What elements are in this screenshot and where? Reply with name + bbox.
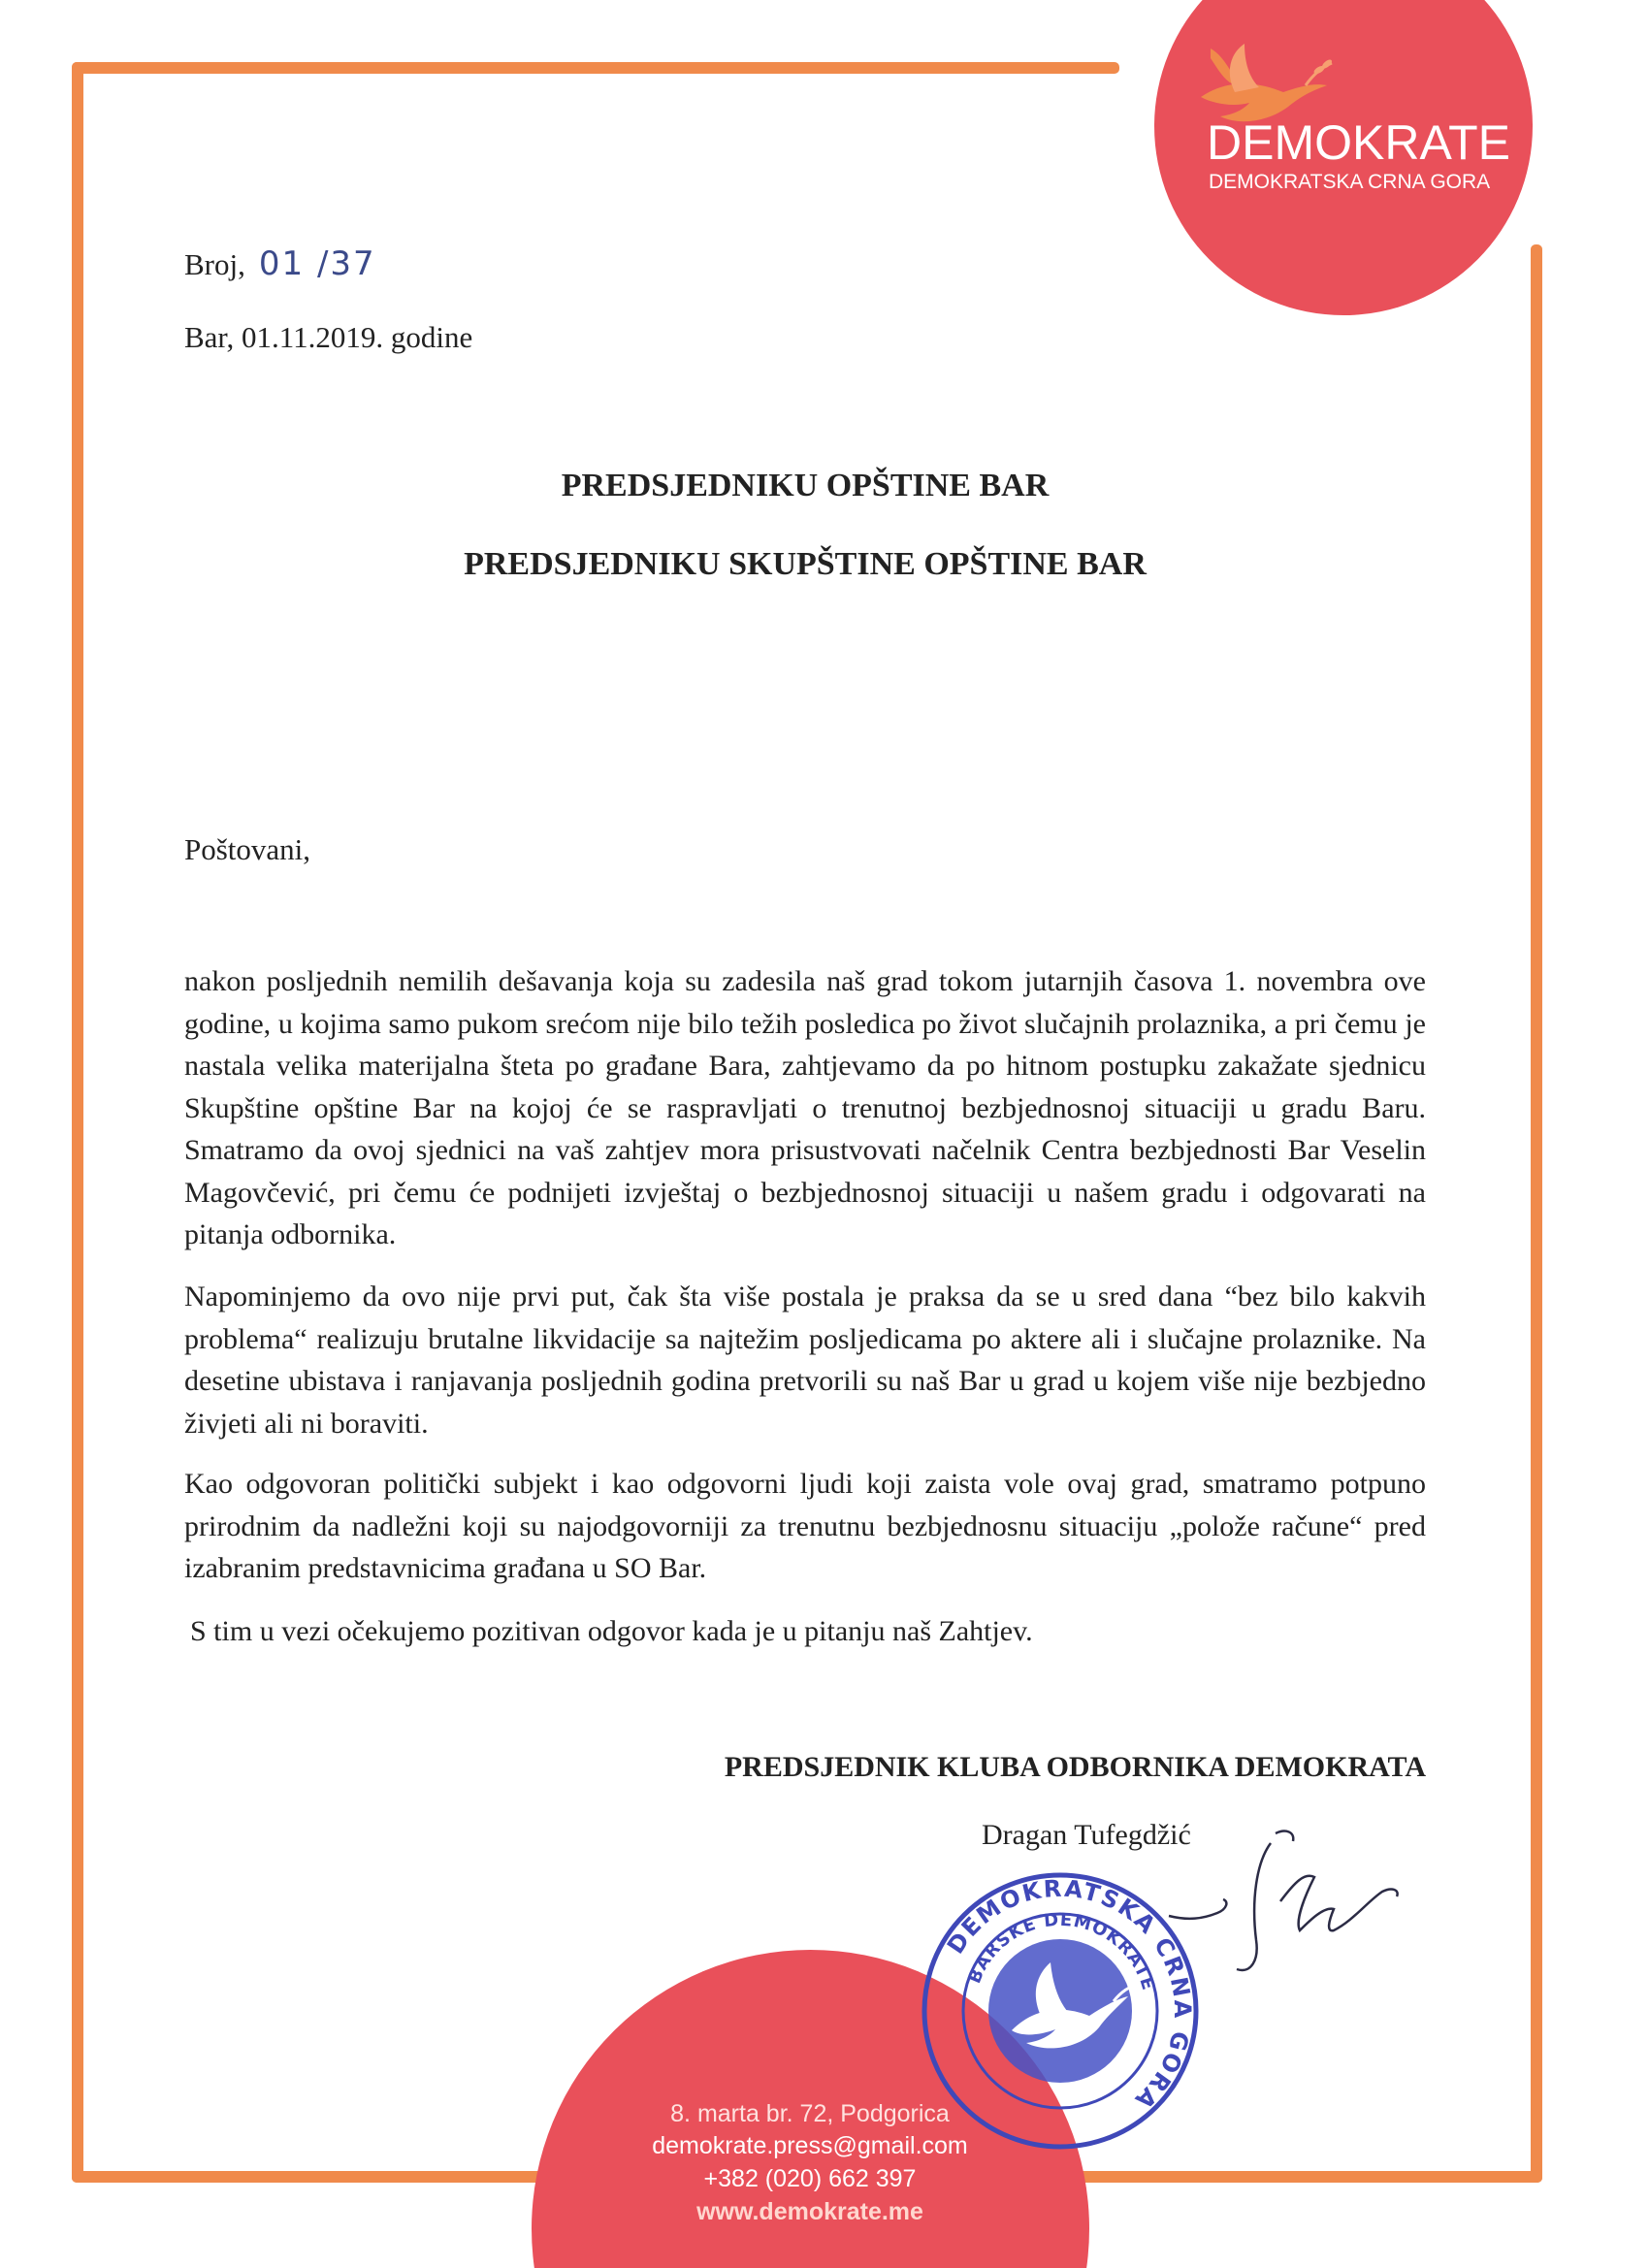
svg-text:DEMOKRATSKA CRNA GORA: DEMOKRATSKA CRNA GORA xyxy=(941,1874,1197,2116)
salutation: Poštovani, xyxy=(184,832,311,866)
logo-name: DEMOKRATE xyxy=(1207,115,1510,170)
body-paragraph: Napominjemo da ovo nije prvi put, čak šta više postala je praksa da se u sred dana “bez bilo kakvih problema“ realizuju brutalne likvidacije sa najtežim posljedicama po aktere ali i slučajne prolaznike. Na desetine ubistava i ranjavanja posljednih godina pretvorili su naš Bar u grad u kojem više nije bezbjedno živjeti ali ni boraviti. xyxy=(184,1280,1426,1440)
signatory-name: Dragan Tufegdžić xyxy=(982,1819,1191,1851)
recipient-line-2: PREDSJEDNIKU SKUPŠTINE OPŠTINE BAR xyxy=(464,546,1147,582)
logo-subtitle: DEMOKRATSKA CRNA GORA xyxy=(1209,171,1491,193)
frame-bottom-right-line xyxy=(1057,2171,1542,2183)
place-date: Bar, 01.11.2019. godine xyxy=(184,320,473,354)
frame-right-line xyxy=(1531,244,1542,2183)
frame-bottom-left-line xyxy=(72,2171,610,2183)
frame-left-line xyxy=(72,62,83,2183)
closing-paragraph: S tim u vezi očekujemo pozitivan odgovor kada je u pitanju naš Zahtjev. xyxy=(190,1615,1033,1647)
footer-website: www.demokrate.me xyxy=(696,2198,923,2225)
signatory-title: PREDSJEDNIK KLUBA ODBORNIKA DEMOKRATA xyxy=(724,1751,1426,1783)
footer-address: 8. marta br. 72, Podgorica xyxy=(670,2100,950,2127)
reference-number-row xyxy=(184,244,376,283)
body-paragraph: nakon posljednih nemilih dešavanja koja su zadesila naš grad tokom jutarnjih časova 1. novembra ove godine, u kojima samo pukom srećom nije bilo težih posledica po život slučajnih prolaznika, a pri čemu je nastala velika materijalna šteta po građane Bara, zahtjevamo da po hitnom postupku zakažate sjednicu Skupštine opštine Bar na kojoj će se raspravljati o trenutnoj bezbjednosnoj situaciji u gradu Baru. Smatramo da ovoj sjednici na vaš zahtjev mora prisustvovati načelnik Centra bezbjednosti Bar Veselin Magovčević, pri čemu će podnijeti izvještaj o bezbjednosnoj situaciji u našem gradu i odgovarati na pitanja odbornika. xyxy=(184,965,1426,1250)
reference-number-handwritten: 01 /37 xyxy=(258,244,376,283)
recipient-line-1: PREDSJEDNIKU OPŠTINE BAR xyxy=(561,468,1050,503)
footer-email: demokrate.press@gmail.com xyxy=(652,2132,968,2159)
footer-phone: +382 (020) 662 397 xyxy=(703,2165,917,2192)
handwritten-signature xyxy=(1159,1824,1431,1989)
svg-text:BARSKE DEMOKRATE: BARSKE DEMOKRATE xyxy=(964,1909,1159,1993)
body-paragraph: Kao odgovoran politički subjekt i kao odgovorni ljudi koji zaista vole ovaj grad, smatramo potpuno prirodnim da nadležni koji su najodgovorniji za trenutnu bezbjednosnu situaciju „polože račune“ pred izabranim predstavnicima građana u SO Bar. xyxy=(184,1468,1426,1584)
reference-number-label: Broj, xyxy=(184,247,245,281)
frame-top-line xyxy=(72,62,1119,74)
